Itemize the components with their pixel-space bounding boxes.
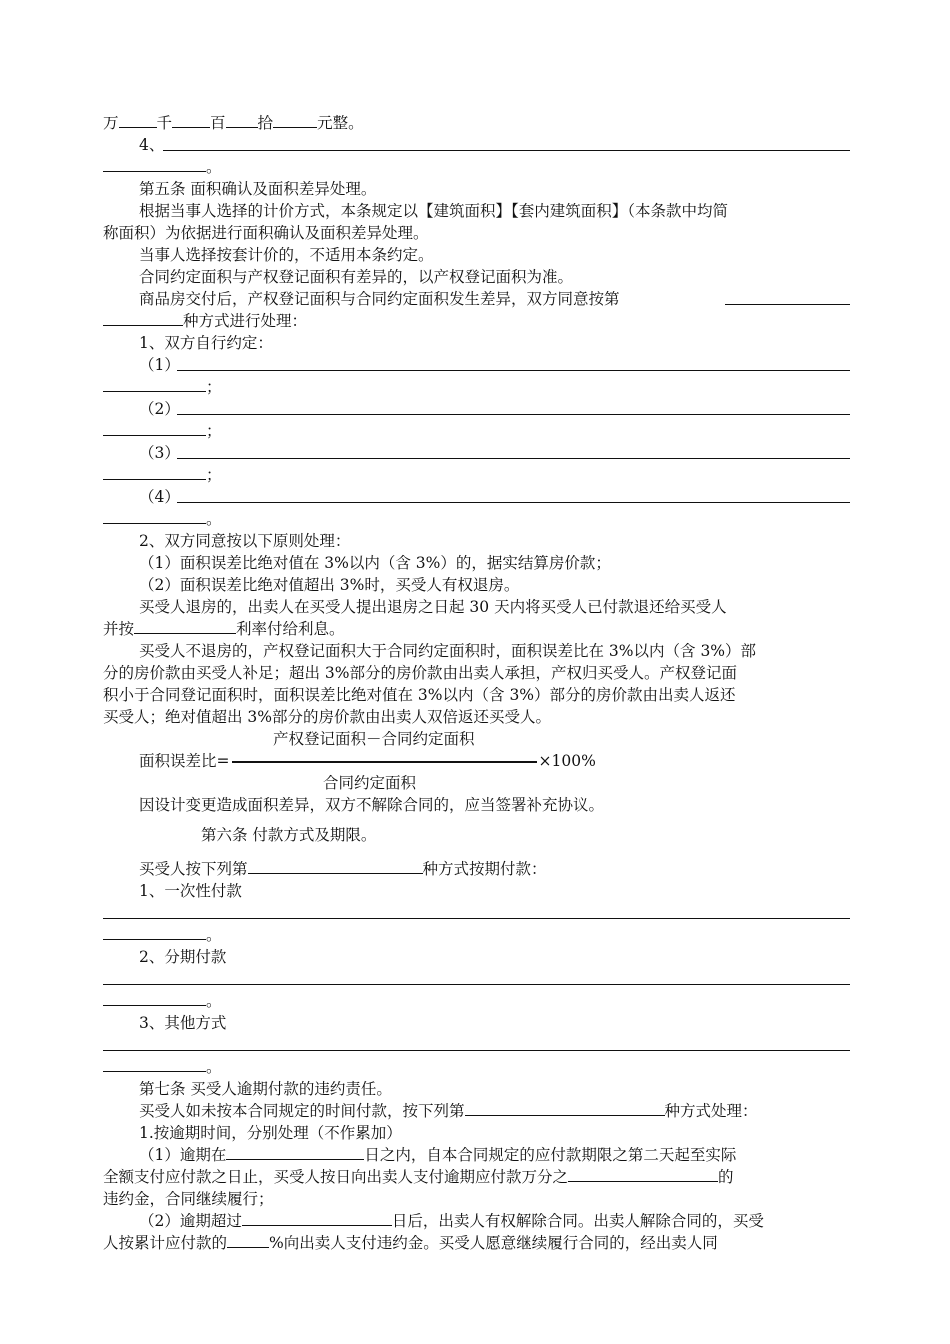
formula-numerator: 产权登记面积－合同约定面积 — [273, 730, 475, 748]
article-7-o1-2c — [103, 1232, 850, 1254]
item-4-line — [103, 134, 850, 156]
semicolon: ； — [206, 466, 222, 484]
art6-p1b: 种方式按期付款： — [422, 860, 547, 878]
para4-text: 商品房交付后，产权登记面积与合同约定面积发生差异，双方同意按第 — [139, 290, 620, 308]
period: 。 — [206, 926, 222, 944]
unit-yuan: 元整。 — [317, 114, 364, 132]
sub-item-1 — [103, 354, 850, 376]
payment-3-cont — [103, 1056, 850, 1078]
article-5-para4b — [103, 310, 850, 332]
article-7-o1-1a — [103, 1144, 850, 1166]
o1-1d: 的 — [718, 1168, 734, 1186]
interest-rate-blank[interactable] — [134, 618, 236, 634]
article-7-para1 — [103, 1100, 850, 1122]
para4b-text: 种方式进行处理： — [183, 312, 308, 330]
sub-item-2-cont — [103, 420, 850, 442]
sub-item-3-blank[interactable] — [177, 458, 850, 459]
rule-2: （2）面积误差比绝对值超出 3%时，买受人有权退房。 — [139, 576, 520, 594]
art7-p1b: 种方式处理： — [664, 1102, 758, 1120]
semicolon: ； — [206, 378, 222, 396]
article-7-o1-2a — [103, 1210, 850, 1232]
sub-item-4-label: （4） — [139, 488, 180, 506]
sub-item-3-blank-cont[interactable] — [103, 464, 206, 480]
payment-2-cont — [103, 990, 850, 1012]
sub-item-1-cont — [103, 376, 850, 398]
payment-3-blank[interactable] — [103, 1050, 850, 1051]
article-6-para1 — [103, 858, 850, 880]
norefund-para-c: 积小于合同登记面积时，面积误差比绝对值在 3%以内（含 3%）部分的房价款由出卖人返还 — [103, 686, 736, 704]
sub-item-2 — [103, 398, 850, 420]
article-5-para4a — [103, 288, 850, 310]
overdue-exceed-blank[interactable] — [242, 1210, 392, 1226]
o1-2a: （2）逾期超过 — [139, 1212, 242, 1230]
fraction-bar — [232, 761, 537, 763]
article-5-para2: 当事人选择按套计价的，不适用本条约定。 — [139, 246, 434, 264]
penalty-percent-blank[interactable] — [227, 1232, 269, 1248]
period: 。 — [206, 158, 222, 176]
unit-shi: 拾 — [257, 114, 274, 132]
option-2: 2、双方同意按以下原则处理： — [139, 532, 351, 550]
payment-2-blank-line — [103, 968, 850, 990]
article-7-title: 第七条 买受人逾期付款的违约责任。 — [139, 1080, 392, 1098]
payment-1-blank-line — [103, 902, 850, 924]
formula-lhs: 面积误差比= — [139, 752, 230, 770]
blank-wan[interactable] — [119, 112, 157, 128]
norefund-para-d: 买受人；绝对值超出 3%部分的房价款由出卖人双倍返还买受人。 — [103, 708, 552, 726]
formula-rhs: ×100% — [538, 752, 596, 770]
art7-method-blank[interactable] — [465, 1100, 665, 1116]
article-7-option1: 1.按逾期时间，分别处理（不作累加） — [139, 1124, 402, 1142]
payment-method-blank[interactable] — [248, 858, 423, 874]
refund-para-b — [103, 618, 850, 640]
item-4-label: 4、 — [139, 136, 165, 154]
option-1: 1、双方自行约定： — [139, 334, 273, 352]
period: 。 — [206, 992, 222, 1010]
unit-bai: 百 — [210, 114, 226, 132]
sub-item-3-cont — [103, 464, 850, 486]
formula-denominator: 合同约定面积 — [323, 774, 417, 792]
sub-item-2-blank-cont[interactable] — [103, 420, 206, 436]
rule-1: （1）面积误差比绝对值在 3%以内（含 3%）的，据实结算房价款； — [139, 554, 611, 572]
payment-2-blank-cont[interactable] — [103, 990, 206, 1006]
payment-3-blank-line — [103, 1034, 850, 1056]
formula-line — [103, 750, 850, 772]
sub-item-1-label: （1） — [139, 356, 180, 374]
o1-2b: 日后，出卖人有权解除合同。出卖人解除合同的，买受 — [391, 1212, 764, 1230]
sub-item-4-blank-cont[interactable] — [103, 508, 206, 524]
sub-item-3-label: （3） — [139, 444, 180, 462]
norefund-para-a: 买受人不退房的，产权登记面积大于合同约定面积时，面积误差比在 3%以内（含 3%）部 — [139, 642, 757, 660]
payment-1-cont — [103, 924, 850, 946]
art7-p1a: 买受人如未按本合同规定的时间付款，按下列第 — [139, 1102, 465, 1120]
norefund-para-b: 分的房价款由买受人补足；超出 3%部分的房价款由出卖人承担，产权归买受人。产权登记面 — [103, 664, 738, 682]
sub-item-4 — [103, 486, 850, 508]
unit-qian: 千 — [156, 114, 173, 132]
o1-1a: （1）逾期在 — [139, 1146, 227, 1164]
sub-item-2-label: （2） — [139, 400, 180, 418]
refund-b1: 并按 — [103, 620, 135, 638]
o1-2c: 人按累计应付款的 — [103, 1234, 228, 1252]
amount-line — [103, 112, 850, 134]
article-5-para1a: 根据当事人选择的计价方式，本条规定以【建筑面积】【套内建筑面积】（本条款中均简 — [139, 202, 729, 220]
payment-1: 1、一次性付款 — [139, 882, 242, 900]
article-7-o1-1c — [103, 1166, 850, 1188]
article-5-para3: 合同约定面积与产权登记面积有差异的，以产权登记面积为准。 — [139, 268, 574, 286]
item-4-blank-cont[interactable] — [103, 156, 206, 172]
refund-para-a: 买受人退房的，出卖人在买受人提出退房之日起 30 天内将买受人已付款退还给买受人 — [139, 598, 727, 616]
semicolon: ； — [206, 422, 222, 440]
payment-1-blank-cont[interactable] — [103, 924, 206, 940]
item-4-cont — [103, 156, 850, 178]
refund-b2: 利率付给利息。 — [236, 620, 345, 638]
item-4-blank[interactable] — [163, 150, 850, 151]
document-page — [103, 112, 850, 1254]
sub-item-1-blank-cont[interactable] — [103, 376, 206, 392]
sub-item-4-cont — [103, 508, 850, 530]
payment-3: 3、其他方式 — [139, 1014, 227, 1032]
article-5-para1b: 称面积）为依据进行面积确认及面积差异处理。 — [103, 224, 429, 242]
article-7-o1-1e: 违约金，合同继续履行； — [103, 1190, 274, 1208]
article-6-title: 第六条 付款方式及期限。 — [201, 826, 377, 844]
sub-item-3 — [103, 442, 850, 464]
sub-item-4-blank[interactable] — [177, 502, 850, 503]
method-choice-blank[interactable] — [725, 304, 850, 305]
blank-qian[interactable] — [172, 112, 210, 128]
unit-wan: 万 — [103, 114, 119, 132]
design-change-para: 因设计变更造成面积差异，双方不解除合同的，应当签署补充协议。 — [139, 796, 605, 814]
penalty-rate-blank[interactable] — [568, 1166, 718, 1182]
payment-2: 2、分期付款 — [139, 948, 227, 966]
art6-p1a: 买受人按下列第 — [139, 860, 248, 878]
o1-1c: 全额支付应付款之日止，买受人按日向出卖人支付逾期应付款万分之 — [103, 1168, 569, 1186]
article-5-title: 第五条 面积确认及面积差异处理。 — [139, 180, 377, 198]
sub-item-2-blank[interactable] — [177, 414, 850, 415]
overdue-days-blank[interactable] — [226, 1144, 364, 1160]
period: 。 — [206, 510, 222, 528]
payment-2-blank[interactable] — [103, 984, 850, 985]
method-choice-blank-cont[interactable] — [103, 310, 183, 326]
period: 。 — [206, 1058, 222, 1076]
payment-3-blank-cont[interactable] — [103, 1056, 206, 1072]
payment-1-blank[interactable] — [103, 918, 850, 919]
sub-item-1-blank[interactable] — [177, 370, 850, 371]
o1-1b: 日之内，自本合同规定的应付款期限之第二天起至实际 — [364, 1146, 737, 1164]
blank-shi[interactable] — [273, 112, 317, 128]
blank-bai[interactable] — [226, 112, 258, 128]
o1-2d: %向出卖人支付违约金。买受人愿意继续履行合同的，经出卖人同 — [269, 1234, 718, 1252]
